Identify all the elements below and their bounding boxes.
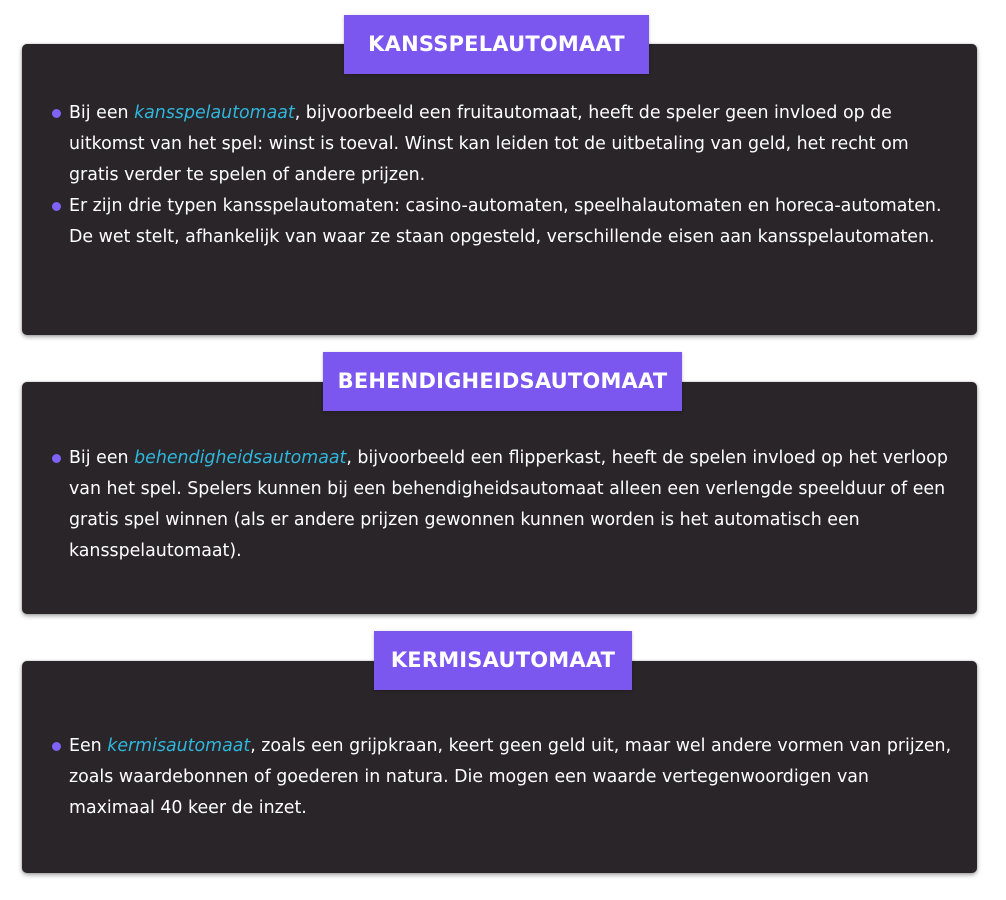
bullet-list [22, 731, 977, 824]
term-highlight: kermisautomaat [107, 736, 251, 756]
section-title: KANSSPELAUTOMAAT [344, 15, 649, 74]
bullet-list [22, 98, 977, 253]
section-card-behendigheidsautomaat [22, 382, 977, 614]
term-highlight: behendigheidsautomaat [134, 448, 347, 468]
bullet-list [22, 443, 977, 567]
bullet-dot-icon [52, 202, 61, 211]
section-title: BEHENDIGHEIDSAUTOMAAT [323, 352, 682, 411]
bullet-dot-icon [52, 109, 61, 118]
bullet-dot-icon [52, 742, 61, 751]
list-item [22, 191, 977, 253]
bullet-text: , zoals een grijpkraan, keert geen geld uit, maar wel andere vormen van prijzen, zoals waardebonnen of goederen in natura. Die mogen een waarde vertegenwoordigen van maximaal 40 keer de inzet. [69, 736, 952, 818]
bullet-dot-icon [52, 454, 61, 463]
list-item [22, 731, 977, 824]
list-item [22, 98, 977, 191]
bullet-text: , bijvoorbeeld een flipperkast, heeft de spelen invloed op het verloop van het spel. Spelers kunnen bij een behendigheidsautomaat alleen een verlengde speelduur of een gratis spel winnen (als er andere prijzen gewonnen kunnen worden is het automatisch een kansspelautomaat). [69, 448, 948, 561]
section-title: KERMISAUTOMAAT [374, 631, 632, 690]
bullet-text: , bijvoorbeeld een fruitautomaat, heeft de speler geen invloed op de uitkomst van het spel: winst is toeval. Winst kan leiden tot de uitbetaling van geld, het recht om gratis verder te spelen of andere prijzen. [69, 103, 909, 185]
bullet-text-prefix: Een [69, 736, 108, 756]
bullet-text-prefix: Bij een [69, 103, 135, 123]
bullet-text-prefix: Bij een [69, 448, 135, 468]
list-item [22, 443, 977, 567]
section-card-kermisautomaat [22, 661, 977, 873]
section-card-kansspelautomaat [22, 44, 977, 335]
bullet-text: Er zijn drie typen kansspelautomaten: casino-automaten, speelhalautomaten en horeca-automaten. De wet stelt, afhankelijk van waar ze staan opgesteld, verschillende eisen aan kansspelautomaten. [69, 196, 942, 247]
term-highlight: kansspelautomaat [134, 103, 295, 123]
